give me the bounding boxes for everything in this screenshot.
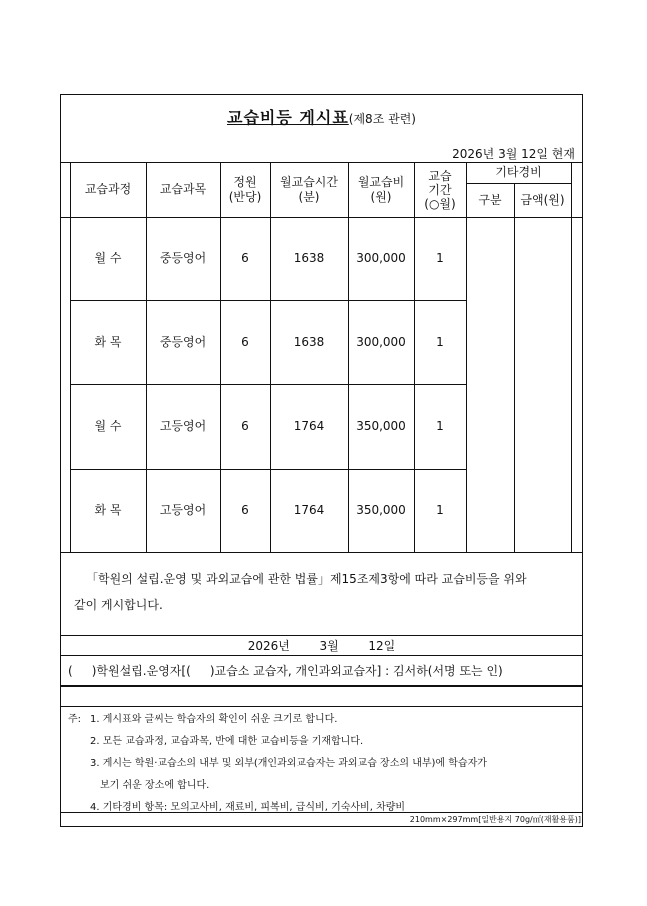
rule [60, 685, 583, 687]
cell-capacity: 6 [241, 503, 249, 517]
header-fee-line2: (원) [370, 189, 392, 204]
header-period-line3: (○월) [424, 196, 456, 211]
header-subject: 교습과목 [159, 182, 207, 196]
cell-capacity: 6 [241, 251, 249, 265]
note-item: 2. 모든 교습과정, 교습과목, 반에 대한 교습비등을 기재합니다. [90, 736, 364, 747]
header-period-line1: 교습 [428, 168, 452, 183]
cell-hours: 1638 [293, 334, 325, 349]
cell-period: 1 [436, 503, 444, 517]
cell-period: 1 [436, 251, 444, 265]
signer-line: ( )학원설립.운영자[( )교습소 교습자, 개인과외교습자] : 김서하(서명 또는 인) [68, 664, 503, 678]
form-title: 교습비등 게시표 [227, 108, 349, 127]
cell-hours: 1764 [293, 503, 325, 517]
note-item: 3. 게시는 학원·교습소의 내부 및 외부(개인과외교습자는 과외교습 장소의 내부)에 학습자가 [90, 758, 487, 769]
cell-course: 화 목 [94, 334, 122, 349]
header-hours-line1: 월교습시간 [280, 174, 338, 189]
header-hours-line2: (분) [298, 189, 320, 204]
rule [466, 162, 467, 552]
rule [60, 635, 583, 636]
date-year: 2026년 [247, 639, 290, 653]
form-subtitle: (제8조 관련) [348, 112, 416, 126]
header-course: 교습과정 [84, 182, 132, 196]
date-line [60, 637, 583, 655]
cell-subject: 고등영어 [159, 503, 207, 517]
cell-course: 화 목 [94, 503, 122, 517]
cell-hours: 1638 [293, 251, 325, 265]
cell-period: 1 [436, 334, 444, 349]
cell-course: 월 수 [94, 251, 122, 265]
header-other-amount: 금액(원) [520, 192, 565, 207]
header-capacity-line1: 정원 [233, 174, 257, 189]
header-period-line2: 기간 [428, 182, 452, 197]
form-title-row [60, 105, 583, 128]
cell-fee: 350,000 [356, 419, 406, 433]
cell-fee: 350,000 [356, 503, 406, 517]
cell-capacity: 6 [241, 334, 249, 349]
notes-label: 주: [68, 714, 82, 725]
rule [60, 552, 583, 553]
header-capacity [220, 162, 270, 217]
cell-subject: 고등영어 [159, 419, 207, 433]
rule [60, 706, 583, 707]
cell-period: 1 [436, 419, 444, 433]
rule [571, 162, 572, 552]
date-month: 3월 [319, 639, 339, 653]
header-period [414, 162, 466, 217]
header-fee [348, 162, 414, 217]
cell-subject: 중등영어 [159, 334, 207, 349]
header-other-expenses: 기타경비 [495, 165, 542, 179]
header-other-type: 구분 [478, 192, 502, 207]
cell-course: 월 수 [94, 419, 122, 433]
header-capacity-line2: (반당) [228, 189, 262, 204]
as-of-date: 2026년 3월 12일 현재 [452, 147, 575, 161]
cell-fee: 300,000 [356, 251, 406, 265]
note-item: 4. 기타경비 항목: 모의고사비, 재료비, 피복비, 급식비, 기숙사비, 차량비 [90, 802, 406, 813]
rule [60, 655, 583, 656]
cell-fee: 300,000 [356, 334, 406, 349]
cell-hours: 1764 [293, 419, 325, 433]
statement-line1: 「학원의 설립.운영 및 과외교습에 관한 법률」제15조제3항에 따라 교습비등을 위와 [86, 572, 527, 586]
date-day: 12일 [368, 639, 396, 653]
paper-spec: 210mm×297mm[일반용지 70g/㎡(재활용품)] [409, 815, 581, 824]
cell-subject: 중등영어 [159, 251, 207, 265]
header-fee-line1: 월교습비 [357, 174, 405, 189]
statement-line2: 같이 게시합니다. [74, 598, 163, 612]
note-item: 1. 게시표와 글씨는 학습자의 확인이 쉬운 크기로 합니다. [90, 714, 338, 725]
note-item: 보기 쉬운 장소에 합니다. [100, 780, 210, 791]
cell-capacity: 6 [241, 419, 249, 433]
rule [514, 183, 515, 552]
header-hours [270, 162, 348, 217]
